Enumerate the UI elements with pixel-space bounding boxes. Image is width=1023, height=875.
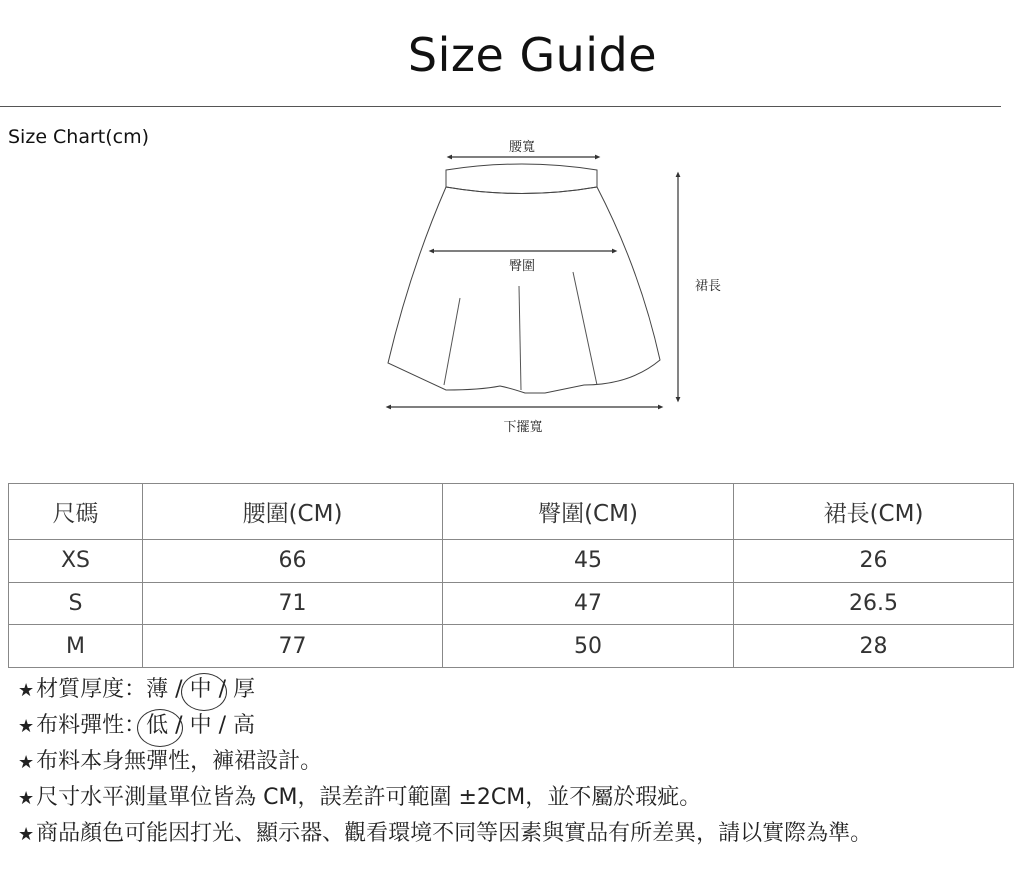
waist-label: 腰寬 <box>508 140 536 155</box>
note-elasticity: ★布料彈性：低 / 中 / 高 <box>18 708 872 744</box>
header-length: 裙長(CM) <box>734 484 1014 540</box>
cell-hip: 45 <box>443 539 734 582</box>
cell-length: 26.5 <box>734 582 1014 625</box>
table-header-row <box>9 484 1014 540</box>
cell-hip: 50 <box>443 625 734 668</box>
note-color: ★商品顏色可能因打光、顯示器、觀看環境不同等因素與實品有所差異，請以實際為準。 <box>18 821 873 846</box>
star-icon: ★ <box>18 752 35 773</box>
table-row <box>9 625 1014 668</box>
pleat-line <box>573 272 597 385</box>
cell-size: M <box>9 625 143 668</box>
hip-label: 臀圍 <box>508 259 536 274</box>
star-icon: ★ <box>18 716 35 737</box>
header-waist: 腰圍(CM) <box>143 484 443 540</box>
size-table <box>8 483 1014 668</box>
cell-waist: 66 <box>143 539 443 582</box>
title-divider <box>0 106 1001 107</box>
skirt-body <box>388 187 660 393</box>
skirt-diagram <box>0 125 1023 445</box>
cell-size: XS <box>9 539 143 582</box>
notes-list <box>18 672 872 852</box>
selected-option: 低 <box>146 708 168 744</box>
star-icon: ★ <box>18 824 35 845</box>
skirt-waistband <box>446 164 597 194</box>
length-label: 裙長 <box>694 279 722 294</box>
hem-label: 下擺寬 <box>503 420 543 435</box>
cell-hip: 47 <box>443 582 734 625</box>
size-chart-label: Size Chart(cm) <box>8 126 150 148</box>
header-hip: 臀圍(CM) <box>443 484 734 540</box>
cell-length: 28 <box>734 625 1014 668</box>
selected-option: 中 <box>190 672 212 708</box>
header-size: 尺碼 <box>9 484 143 540</box>
note-thickness: ★材質厚度：薄 / 中 / 厚 <box>18 672 872 708</box>
page-title: Size Guide <box>407 28 658 82</box>
pleat-line <box>519 286 521 390</box>
cell-length: 26 <box>734 539 1014 582</box>
star-icon: ★ <box>18 788 35 809</box>
note-measurement: ★尺寸水平測量單位皆為 CM，誤差許可範圍 ±2CM，並不屬於瑕疵。 <box>18 785 702 810</box>
cell-waist: 77 <box>143 625 443 668</box>
star-icon: ★ <box>18 680 35 701</box>
note-fabric: ★布料本身無彈性，褲裙設計。 <box>18 749 323 774</box>
table-row <box>9 582 1014 625</box>
table-row <box>9 539 1014 582</box>
pleat-line <box>444 298 460 385</box>
cell-size: S <box>9 582 143 625</box>
cell-waist: 71 <box>143 582 443 625</box>
